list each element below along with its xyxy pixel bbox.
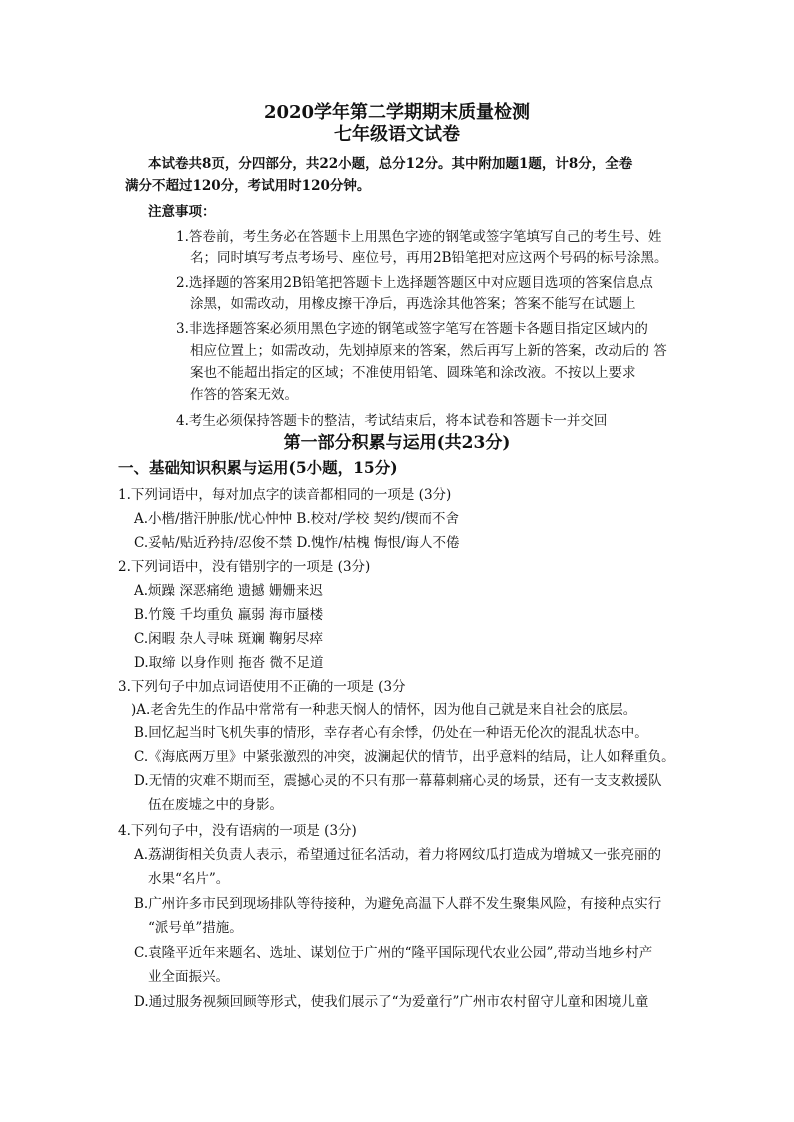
intro-line-1: 本试卷共8页，分四部分，共22小题，总分12分。其中附加题1题，计8分，全卷: [148, 156, 633, 172]
section1-title: 一、基础知识积累与运用(5小题，15分): [118, 458, 398, 477]
q2-option-a: A.烦躁 深恶痛绝 遗撼 姗姗来迟: [134, 583, 323, 599]
exam-subtitle: 七年级语文试卷: [334, 124, 460, 145]
notice-line: 1.答卷前，考生务必在答题卡上用黑色字迹的钢笔或签字笔填写自己的考生号、姓: [176, 229, 662, 245]
q3-option-d-continued: 伍在废墟之中的身影。: [148, 797, 283, 813]
q3-stem: 3.下列句子中加点词语使用不正确的一项是 (3分: [118, 679, 406, 695]
q4-option-c: C.袁隆平近年来题名、选址、谋划位于广州的“隆平国际现代农业公园”,带动当地乡村产: [134, 945, 653, 961]
q4-option-a: A.荔湖街相关负责人表示，希望通过征名活动，着力将网纹瓜打造成为增城又一张亮丽的: [134, 847, 662, 863]
notice-heading: 注意事项：: [148, 204, 216, 220]
notice-line: 名；同时填写考点考场号、座位号，再用2B铅笔把对应这两个号码的标号涂黑。: [190, 250, 668, 266]
notice-line: 案也不能超出指定的区域；不准使用铅笔、圆珠笔和涂改液。不按以上要求: [190, 365, 636, 381]
notice-line: 2.选择题的答案用2B铅笔把答题卡上选择题答题区中对应题目选项的答案信息点: [176, 275, 653, 291]
q3-option-c: C.《海底两万里》中紧张激烈的冲突，波澜起伏的情节，出乎意料的结局，让人如释重负。: [134, 749, 675, 765]
q1-stem: 1.下列词语中，每对加点字的读音都相同的一项是 (3分): [118, 487, 452, 503]
q2-stem: 2.下列词语中，没有错别字的一项是 (3分): [118, 559, 371, 575]
q1-options-row-2: C.妥帖/贴近矜持/忍俊不禁 D.愧怍/枯槐 悔恨/诲人不倦: [134, 535, 460, 551]
q2-option-b: B.竹篾 千均重负 羸弱 海市蜃楼: [134, 607, 324, 623]
q2-option-d: D.取缔 以身作则 拖沓 微不足道: [134, 655, 324, 671]
part1-title: 第一部分积累与运用(共23分): [283, 433, 511, 453]
q4-option-d: D.通过服务视频回顾等形式，使我们展示了“为爱童行”广州市农村留守儿童和困境儿童: [134, 994, 649, 1010]
q3-option-d: D.无情的灾难不期而至，震撼心灵的不只有那一幕幕刺痛心灵的场景，还有一支支救援队: [134, 773, 662, 789]
notice-line: 作答的答案无效。: [190, 387, 298, 403]
notice-line: 涂黑，如需改动，用橡皮擦干净后，再选涂其他答案；答案不能写在试题上: [190, 296, 636, 312]
q4-option-b-continued: “派号单”措施。: [148, 920, 243, 936]
notice-line: 3.非选择题答案必须用黑色字迹的钢笔或签字笔写在答题卡各题目指定区域内的: [176, 321, 648, 337]
notice-line: 4.考生必须保持答题卡的整洁，考试结束后，将本试卷和答题卡一并交回: [176, 413, 608, 429]
exam-title: 2020学年第二学期期末质量检测: [263, 102, 531, 123]
notice-line: 相应位置上；如需改动，先划掉原来的答案，然后再写上新的答案，改动后的 答: [190, 343, 667, 359]
q3-option-a: )A.老舍先生的作品中常常有一种悲天悯人的情怀，因为他自己就是来自社会的底层。: [131, 702, 637, 718]
q3-option-b: B.回忆起当时飞机失事的情形，幸存者心有余悸，仍处在一种语无伦次的混乱状态中。: [134, 725, 648, 741]
q4-option-c-continued: 业全面振兴。: [148, 969, 229, 985]
q1-options-row-1: A.小楷/揩汗肿胀/忧心忡忡 B.校对/学校 契约/锲而不舍: [134, 511, 460, 527]
q2-option-c: C.闲暇 杂人寻味 斑斓 鞠躬尽瘁: [134, 631, 324, 647]
q4-option-b: B.广州许多市民到现场排队等待接种，为避免高温下人群不发生聚集风险，有接种点实行: [134, 896, 662, 912]
intro-line-2: 满分不超过120分，考试用时120分钟。: [125, 178, 371, 194]
q4-stem: 4.下列句子中，没有语病的一项是 (3分): [118, 823, 357, 839]
q4-option-a-continued: 水果“名片”。: [148, 871, 230, 887]
